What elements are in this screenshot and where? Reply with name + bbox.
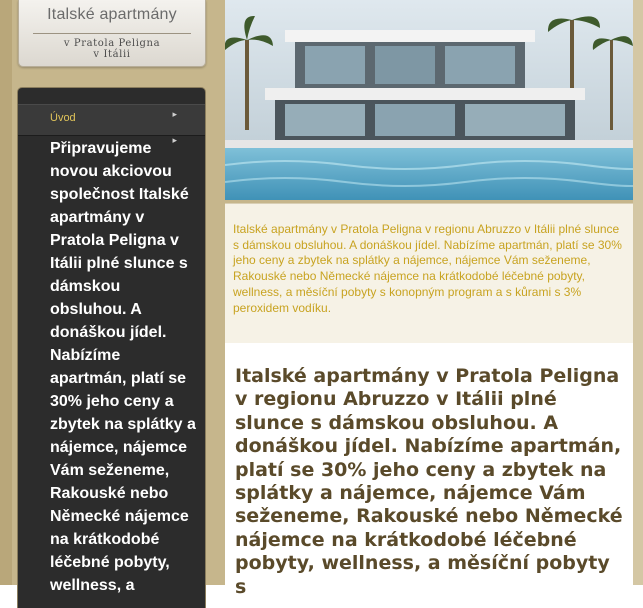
intro-text: Italské apartmány v Pratola Peligna v regionu Abruzzo v Itálii plné slunce s dámskou obsluhou. A donáškou jídel. Nabízíme apartmán, platí se 30% jeho ceny a zbytek na splátky a nájemce, nájemce Vám seženeme, Rakouské nebo Německé nájemce na krátkodobé léčebné pobyty, wellness, a měsíční pobyty s konopným program a s kůrami s 3% peroxidem vodíku. <box>233 222 622 315</box>
site-subtitle <box>19 38 205 60</box>
menu-item-label: Úvod <box>50 112 76 124</box>
menu-item-description[interactable]: Připravujeme novou akciovou společnost Italské apartmány v Pratola Peligna v Itálii plné slunce s dámskou obsluhou. A donáškou jídel. Nabízíme apartmán, platí se 30% jeho ceny a zbytek na splátky a nájemce, nájemce Vám seženeme, Rakouské nebo Německé nájemce na krátkodobé léčebné pobyty, wellness, a <box>50 140 196 594</box>
sidebar-menu <box>18 88 205 608</box>
right-edge-strip <box>633 0 643 585</box>
site-subtitle-line2: v Itálii <box>93 49 131 60</box>
site-logo[interactable] <box>18 0 206 67</box>
menu-item-uvod[interactable] <box>18 104 205 136</box>
chevron-right-icon: ▸ <box>172 135 177 145</box>
hero-frame <box>225 0 633 203</box>
left-edge-strip <box>0 0 12 585</box>
content-heading: Italské apartmány v Pratola Peligna v regionu Abruzzo v Itálii plné slunce s dámskou obsluhou. A donáškou jídel. Nabízíme apartmán, platí se 30% jeho ceny a zbytek na splátky a nájemce, nájemce Vám seženeme, Rakouské nebo Německé nájemce na krátkodobé léčebné pobyty, wellness, a měsíční pobyty s <box>235 365 623 598</box>
chevron-right-icon: ▸ <box>172 109 177 119</box>
site-subtitle-line1: v Pratola Peligna <box>63 38 161 49</box>
main-content <box>225 343 633 598</box>
intro-box <box>225 203 633 344</box>
logo-divider <box>33 33 191 34</box>
hero-image <box>225 0 633 203</box>
site-title: Italské apartmány <box>47 6 177 23</box>
